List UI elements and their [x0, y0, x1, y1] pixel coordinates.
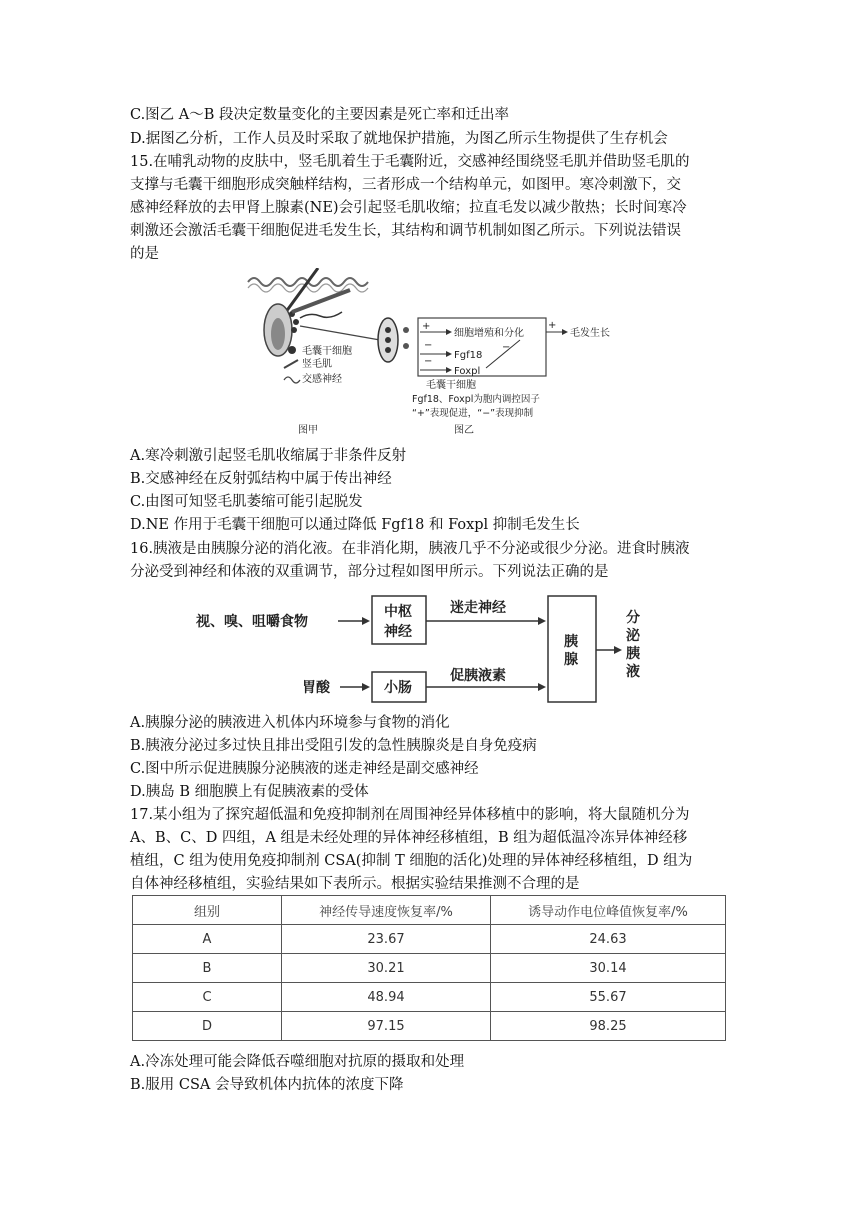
table-cell: 23.67 [282, 925, 491, 954]
legend-nerve: 交感神经 [302, 374, 342, 385]
box-cns-line2: 神经 [384, 624, 412, 640]
table-cell: C [133, 983, 282, 1012]
stimulus-acid: 胃酸 [302, 680, 330, 696]
text-line: 的是 [130, 246, 159, 262]
option-17-b: B.服用 CSA 会导致机体内抗体的浓度下降 [130, 1077, 404, 1093]
text-line: 支撑与毛囊干细胞形成突触样结构，三者形成一个结构单元，如图甲。寒冷刺激下，交 [130, 177, 681, 193]
box-item-foxpl: Foxpl [454, 366, 481, 377]
table-row [133, 925, 726, 954]
output-2: 泌 [626, 628, 640, 644]
table-cell: 55.67 [491, 983, 726, 1012]
option-15-d: D.NE 作用于毛囊干细胞可以通过降低 Fgf18 和 Foxpl 抑制毛发生长 [130, 517, 580, 533]
table-cell: 98.25 [491, 1012, 726, 1041]
pancreas-label-2: 腺 [564, 652, 578, 668]
text-line: 分泌受到神经和体液的双重调节，部分过程如图甲所示。下列说法正确的是 [130, 564, 609, 580]
option-15-b: B.交感神经在反射弧结构中属于传出神经 [130, 471, 392, 487]
table-cell: B [133, 954, 282, 983]
table-header-row [133, 896, 726, 925]
caption-figure-b: 图乙 [454, 425, 474, 436]
plus-sign: + [422, 321, 431, 332]
legend-muscle: 竖毛肌 [302, 359, 332, 370]
minus-sign: − [424, 356, 433, 367]
option-16-d: D.胰岛 B 细胞膜上有促胰液素的受体 [130, 784, 369, 800]
table-cell: 48.94 [282, 983, 491, 1012]
output-4: 液 [626, 664, 640, 680]
table-header: 组别 [133, 896, 282, 925]
path-secretin: 促胰液素 [450, 668, 506, 684]
minus-sign: − [424, 340, 433, 351]
results-table [132, 895, 726, 1041]
plus-sign: + [548, 320, 557, 331]
note-factors: Fgf18、Foxpl为胞内调控因子 [412, 394, 540, 405]
note-signs: “+”表现促进，“−”表现抑制 [412, 408, 534, 419]
option-16-c: C.图中所示促进胰腺分泌胰液的迷走神经是副交感神经 [130, 761, 479, 777]
question-17-stem: 17.某小组为了探究超低温和免疫抑制剂在周围神经异体移植中的影响，将大鼠随机分为 [130, 807, 690, 823]
text-line: D.据图乙分析，工作人员及时采取了就地保护措施，为图乙所示生物提供了生存机会 [130, 131, 668, 147]
option-15-a: A.寒冷刺激引起竖毛肌收缩属于非条件反射 [130, 448, 407, 464]
table-row [133, 1012, 726, 1041]
table-cell: 30.21 [282, 954, 491, 983]
table-cell: 30.14 [491, 954, 726, 983]
figure-hair-follicle-svg [240, 268, 660, 438]
option-16-b: B.胰液分泌过多过快且排出受阻引发的急性胰腺炎是自身免疫病 [130, 738, 537, 754]
table-row [133, 983, 726, 1012]
minus-sign: − [502, 342, 511, 353]
box-cns-line1: 中枢 [384, 604, 412, 620]
box-item-proliferation: 细胞增殖和分化 [454, 328, 524, 339]
figure-pancreas-regulation [190, 588, 660, 708]
stimulus-food: 视、嗅、咀嚼食物 [196, 614, 308, 630]
cell-label: 毛囊干细胞 [426, 380, 476, 391]
table-cell: 97.15 [282, 1012, 491, 1041]
path-vagus: 迷走神经 [450, 600, 506, 616]
table-cell: 24.63 [491, 925, 726, 954]
text-line: 自体神经移植组，实验结果如下表所示。根据实验结果推测不合理的是 [130, 876, 580, 892]
caption-figure-a: 图甲 [298, 425, 318, 436]
text-line: C.图乙 A～B 段决定数量变化的主要因素是死亡率和迁出率 [130, 107, 510, 123]
legend-stem-cell: 毛囊干细胞 [302, 346, 352, 357]
text-line: A、B、C、D 四组，A 组是未经处理的异体神经移植组，B 组为超低温冷冻异体神经移 [130, 830, 688, 846]
table-header: 诱导动作电位峰值恢复率/% [491, 896, 726, 925]
box-intestine: 小肠 [384, 680, 412, 696]
output-1: 分 [626, 610, 640, 626]
table-row [133, 954, 726, 983]
question-15-stem: 15.在哺乳动物的皮肤中，竖毛肌着生于毛囊附近，交感神经围绕竖毛肌并借助竖毛肌的 [130, 154, 690, 170]
question-16-stem: 16.胰液是由胰腺分泌的消化液。在非消化期，胰液几乎不分泌或很少分泌。进食时胰液 [130, 541, 690, 557]
result-hair-growth: 毛发生长 [570, 328, 610, 339]
text-line: 刺激还会激活毛囊干细胞促进毛发生长，其结构和调节机制如图乙所示。下列说法错误 [130, 223, 681, 239]
pancreas-label-1: 胰 [564, 634, 578, 650]
table-header: 神经传导速度恢复率/% [282, 896, 491, 925]
table-cell: D [133, 1012, 282, 1041]
text-line: 植组，C 组为使用免疫抑制剂 CSA(抑制 T 细胞的活化)处理的异体神经移植组，D 组为 [130, 853, 693, 869]
figure-hair-follicle [240, 268, 660, 438]
output-3: 胰 [626, 646, 640, 662]
table-cell: A [133, 925, 282, 954]
box-item-fgf18: Fgf18 [454, 350, 483, 361]
option-17-a: A.冷冻处理可能会降低吞噬细胞对抗原的摄取和处理 [130, 1054, 465, 1070]
option-16-a: A.胰腺分泌的胰液进入机体内环境参与食物的消化 [130, 715, 450, 731]
option-15-c: C.由图可知竖毛肌萎缩可能引起脱发 [130, 494, 363, 510]
text-line: 感神经释放的去甲肾上腺素(NE)会引起竖毛肌收缩；拉直毛发以减少散热；长时间寒冷 [130, 200, 687, 216]
figure-pancreas-svg [190, 588, 660, 708]
